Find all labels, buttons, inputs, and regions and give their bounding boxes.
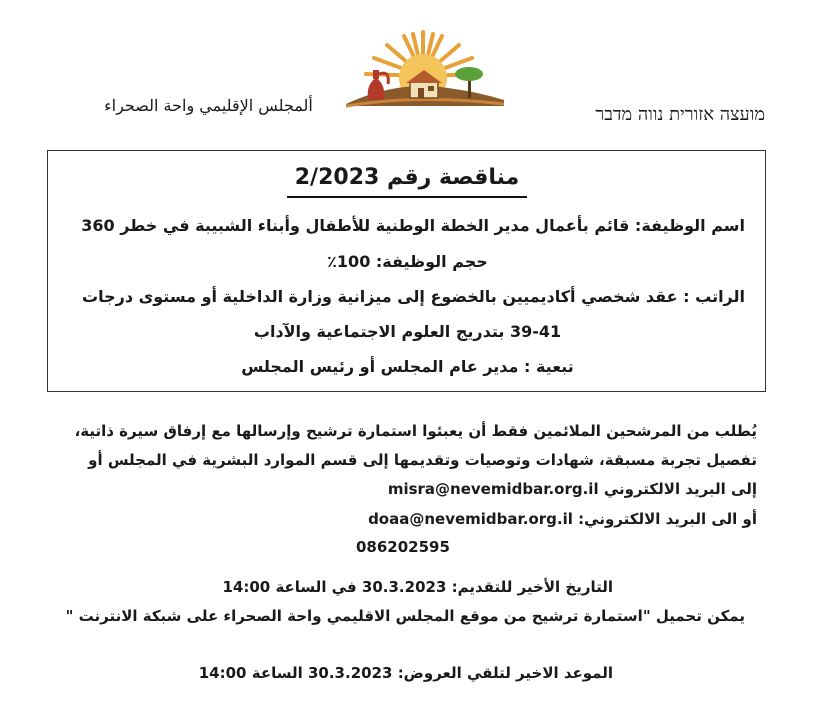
salary-line-2: 39-41 بتدريج العلوم الاجتماعية والآداب — [253, 322, 562, 341]
phone-number: 086202595 — [356, 538, 450, 556]
offers-time: الساعة 14:00 — [198, 664, 303, 682]
email-row-1 — [388, 480, 757, 498]
offers-deadline — [199, 664, 613, 682]
salary-line-1: الراتب : عقد شخصي أكاديميين بالخضوع إلى ميزانية وزارة الداخلية أو مستوى درجات — [82, 287, 745, 306]
org-name-hebrew: מועצה אזורית נווה מדבר — [595, 104, 765, 125]
org-name-arabic: ألمجلس الإقليمي واحة الصحراء — [104, 96, 313, 115]
email-2-link[interactable]: doaa@nevemidbar.org.il — [368, 510, 573, 528]
email-2-label: أو الى البريد الالكتروني: — [578, 510, 757, 528]
instructions-line-2: تفصيل تجربة مسبقة، شهادات وتوصيات وتقديمها إلى قسم الموارد البشرية في المجلس أو — [88, 451, 757, 469]
email-row-2 — [368, 510, 757, 528]
submit-deadline — [222, 578, 613, 596]
email-1-link[interactable]: misra@nevemidbar.org.il — [387, 480, 599, 498]
email-1-label: إلى البريد الالكتروني — [603, 480, 757, 498]
download-note: يمكن تحميل "استمارة ترشيح من موقع المجلس الاقليمي واحة الصحراء على شبكة الانترنت " — [65, 607, 745, 625]
submit-time: في الساعة 14:00 — [222, 578, 357, 596]
offers-date: 30.3.2023 — [307, 664, 393, 682]
council-logo-sun-house-icon — [338, 28, 508, 110]
council-logo — [338, 28, 508, 110]
tender-title: مناقصة رقم 2/2023 — [287, 165, 527, 198]
submit-date: 30.3.2023 — [361, 578, 447, 596]
instructions-line-1: يُطلب من المرشحين الملائمين فقط أن يعبئوا استمارة ترشيح وإرسالها مع إرفاق سيرة ذاتية، — [74, 422, 757, 440]
job-name: اسم الوظيفة: قائم بأعمال مدير الخطة الوطنية للأطفال وأبناء الشبيبة في خطر 360 — [81, 216, 745, 235]
job-size: حجم الوظيفة: 100٪ — [327, 252, 488, 271]
submit-label: التاريخ الأخير للتقديم: — [451, 578, 613, 596]
reports-to: تبعية : مدير عام المجلس أو رئيس المجلس — [241, 357, 574, 376]
offers-label: الموعد الاخير لتلقي العروض: — [397, 664, 613, 682]
